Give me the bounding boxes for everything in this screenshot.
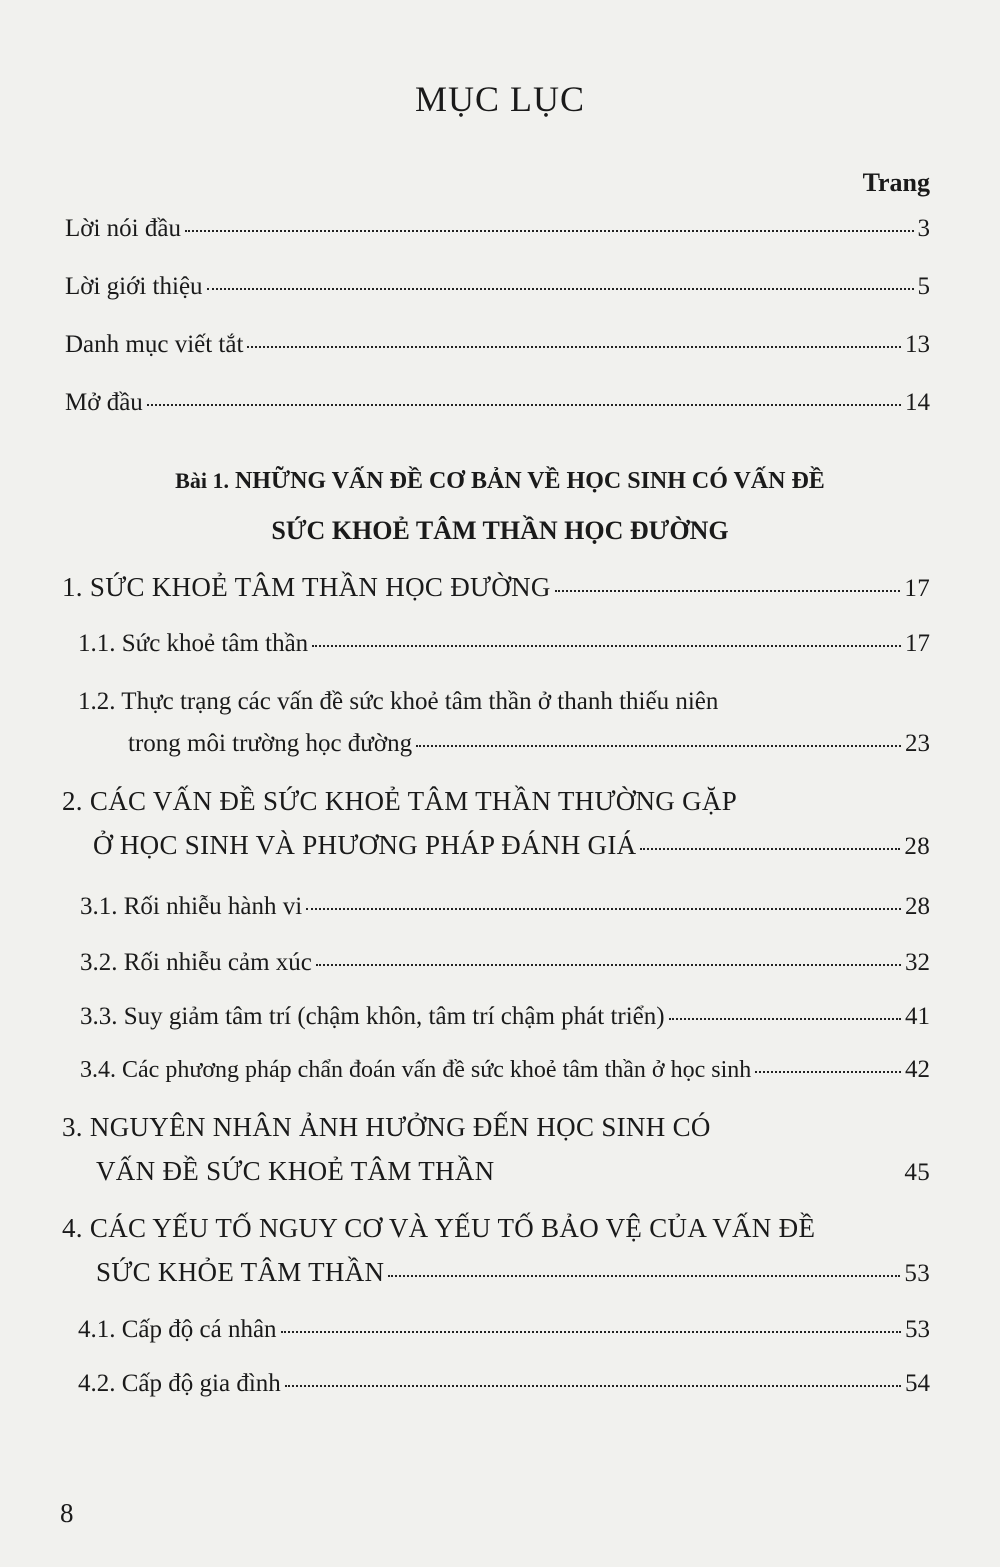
toc-entry-page: 41: [905, 1003, 930, 1030]
toc-entry-section-2-line1[interactable]: 2. CÁC VẤN ĐỀ SỨC KHOẺ TÂM THẦN THƯỜNG GẶP: [62, 786, 738, 816]
toc-entry-4-2[interactable]: [78, 1370, 930, 1398]
toc-entry-page: 17: [905, 630, 930, 657]
toc-entry-label: trong môi trường học đường: [128, 730, 413, 757]
toc-entry-page: 28: [905, 893, 930, 920]
toc-entry-3-1[interactable]: [80, 893, 930, 921]
toc-entry-3-2[interactable]: [80, 949, 930, 977]
toc-entry-label: 1. SỨC KHOẺ TÂM THẦN HỌC ĐƯỜNG: [62, 572, 551, 602]
dot-leader: [306, 908, 901, 910]
toc-entry-label: 3.4. Các phương pháp chẩn đoán vấn đề sức khoẻ tâm thần ở học sinh: [80, 1057, 752, 1083]
toc-entry-1-2-line1[interactable]: 1.2. Thực trạng các vấn đề sức khoẻ tâm thần ở thanh thiếu niên: [78, 688, 719, 715]
toc-entry-front-2[interactable]: [65, 273, 930, 301]
chapter-title-line2: SỨC KHOẺ TÂM THẦN HỌC ĐƯỜNG: [271, 516, 729, 545]
chapter-heading: [0, 468, 1000, 495]
dot-leader: [285, 1385, 901, 1387]
dot-leader: [185, 230, 914, 232]
toc-entry-label: 3.3. Suy giảm tâm trí (chậm khôn, tâm trí chậm phát triển): [80, 1003, 665, 1030]
chapter-title-line1: NHỮNG VẤN ĐỀ CƠ BẢN VỀ HỌC SINH CÓ VẤN ĐỀ: [234, 468, 825, 494]
dot-leader: [281, 1331, 901, 1333]
toc-entry-section-1[interactable]: [62, 572, 930, 603]
toc-entry-label: VẤN ĐỀ SỨC KHOẺ TÂM THẦN: [96, 1156, 495, 1186]
toc-entry-3-3[interactable]: [80, 1003, 930, 1031]
toc-entry-front-1[interactable]: [65, 215, 930, 243]
toc-entry-label: 4.2. Cấp độ gia đình: [78, 1370, 281, 1397]
toc-entry-label: Lời nói đầu: [65, 215, 181, 242]
dot-leader: [555, 590, 901, 592]
toc-entry-label: Lời giới thiệu: [65, 273, 203, 300]
toc-entry-section-3-line1[interactable]: 3. NGUYÊN NHÂN ẢNH HƯỞNG ĐẾN HỌC SINH CÓ: [62, 1112, 711, 1142]
toc-entry-section-2[interactable]: [93, 830, 930, 861]
toc-entry-section-3[interactable]: [96, 1156, 930, 1187]
page-number: 8: [60, 1498, 74, 1528]
chapter-prefix: Bài 1.: [175, 468, 229, 493]
toc-entry-label: 4.1. Cấp độ cá nhân: [78, 1316, 277, 1343]
toc-entry-page: 14: [905, 389, 930, 416]
toc-entry-label: Mở đầu: [65, 389, 143, 416]
dot-leader: [316, 964, 901, 966]
toc-entry-front-4[interactable]: [65, 389, 930, 417]
toc-entry-page: 32: [905, 949, 930, 976]
toc-entry-1-1[interactable]: [78, 630, 930, 658]
toc-entry-page: 5: [917, 273, 930, 300]
toc-entry-3-4[interactable]: [80, 1056, 930, 1084]
toc-entry-page: 53: [905, 1316, 930, 1343]
toc-entry-page: 54: [905, 1370, 930, 1397]
toc-entry-label: 3.1. Rối nhiễu hành vi: [80, 893, 303, 920]
dot-leader: [247, 346, 901, 348]
toc-entry-label: 1.1. Sức khoẻ tâm thần: [78, 630, 309, 657]
toc-entry-1-2[interactable]: [128, 730, 930, 758]
toc-entry-front-3[interactable]: [65, 331, 930, 359]
dot-leader: [147, 404, 901, 406]
toc-entry-page: 45: [904, 1159, 930, 1186]
toc-entry-page: 42: [905, 1056, 930, 1083]
toc-entry-section-4[interactable]: [96, 1257, 930, 1288]
page-column-header: Trang: [862, 168, 930, 197]
toc-entry-page: 23: [905, 730, 930, 757]
toc-entry-label: 3.2. Rối nhiễu cảm xúc: [80, 949, 312, 976]
dot-leader: [388, 1275, 900, 1277]
dot-leader: [669, 1018, 901, 1020]
dot-leader: [755, 1071, 901, 1073]
dot-leader: [640, 848, 900, 850]
toc-entry-4-1[interactable]: [78, 1316, 930, 1344]
toc-entry-page: 3: [917, 215, 930, 242]
dot-leader: [312, 645, 901, 647]
toc-entry-label: SỨC KHỎE TÂM THẦN: [96, 1257, 385, 1287]
dot-leader: [207, 288, 914, 290]
toc-entry-page: 53: [904, 1260, 930, 1287]
toc-entry-label: Ở HỌC SINH VÀ PHƯƠNG PHÁP ĐÁNH GIÁ: [93, 830, 637, 860]
toc-entry-page: 28: [904, 833, 930, 860]
dot-leader: [416, 745, 901, 747]
toc-entry-label: Danh mục viết tắt: [65, 331, 244, 358]
toc-entry-page: 17: [904, 575, 930, 602]
toc-entry-section-4-line1[interactable]: 4. CÁC YẾU TỐ NGUY CƠ VÀ YẾU TỐ BẢO VỆ CỦA VẤN ĐỀ: [62, 1213, 816, 1243]
toc-entry-page: 13: [905, 331, 930, 358]
page-title: MỤC LỤC: [414, 79, 586, 119]
